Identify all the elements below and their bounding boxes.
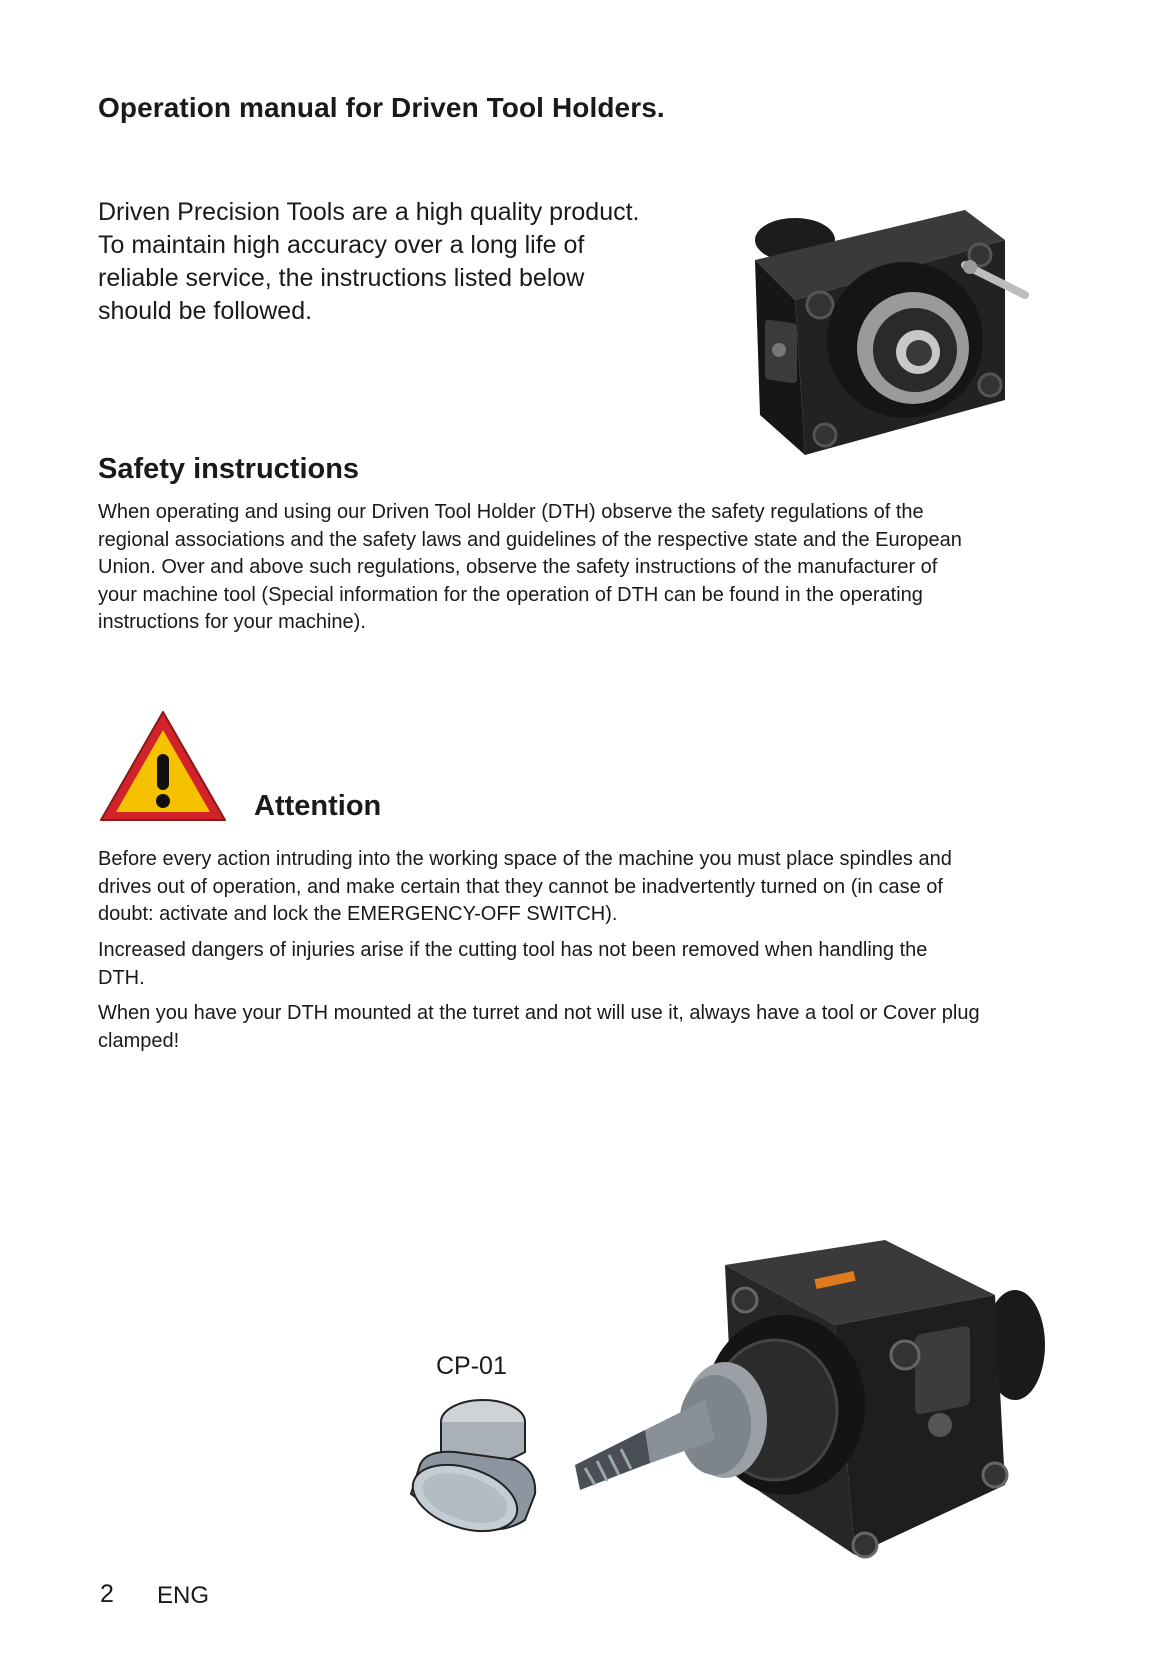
attention-paragraph-1 [98, 846, 1078, 929]
safety-heading: Safety instructions [98, 453, 360, 485]
safety-line: regional associations and the safety laws and guidelines of the respective state and the European [98, 528, 962, 551]
page-language: ENG [157, 1582, 210, 1609]
attention-heading: Attention [254, 790, 382, 822]
attention-paragraph-2 [98, 937, 1078, 992]
intro-line: should be followed. [98, 297, 313, 325]
warning-triangle-icon [97, 708, 229, 824]
intro-line: To maintain high accuracy over a long life of [98, 231, 585, 259]
attention-line: drives out of operation, and make certain that they cannot be inadvertently turned on (in case of [98, 875, 943, 898]
safety-line: instructions for your machine). [98, 611, 366, 633]
attention-line: Before every action intruding into the working space of the machine you must place spindles and [98, 848, 952, 870]
cover-plug-label: CP-01 [436, 1352, 507, 1380]
intro-paragraph [98, 196, 708, 328]
intro-line: Driven Precision Tools are a high quality product. [98, 198, 640, 226]
safety-line: Union. Over and above such regulations, observe the safety instructions of the manufacturer of [98, 556, 938, 578]
attention-line: DTH. [98, 966, 145, 989]
attention-line: When you have your DTH mounted at the turret and not will use it, always have a tool or Cover plug [98, 1002, 980, 1024]
safety-line: your machine tool (Special information for the operation of DTH can be found in the operating [98, 583, 923, 606]
safety-paragraph [98, 499, 1078, 637]
driven-tool-holder-image [735, 200, 1055, 465]
page-title: Operation manual for Driven Tool Holders. [98, 92, 665, 123]
attention-line: doubt: activate and lock the EMERGENCY-OFF SWITCH). [98, 903, 618, 925]
attention-paragraph-3 [98, 1000, 1078, 1055]
driven-tool-holder-with-cutter-image [575, 1225, 1065, 1595]
intro-line: reliable service, the instructions listed below [98, 264, 585, 292]
attention-line: clamped! [98, 1029, 180, 1052]
page-number: 2 [100, 1580, 114, 1608]
cover-plug-image [405, 1390, 555, 1540]
attention-line: Increased dangers of injuries arise if the cutting tool has not been removed when handling the [98, 939, 928, 961]
safety-line: When operating and using our Driven Tool Holder (DTH) observe the safety regulations of the [98, 501, 924, 523]
